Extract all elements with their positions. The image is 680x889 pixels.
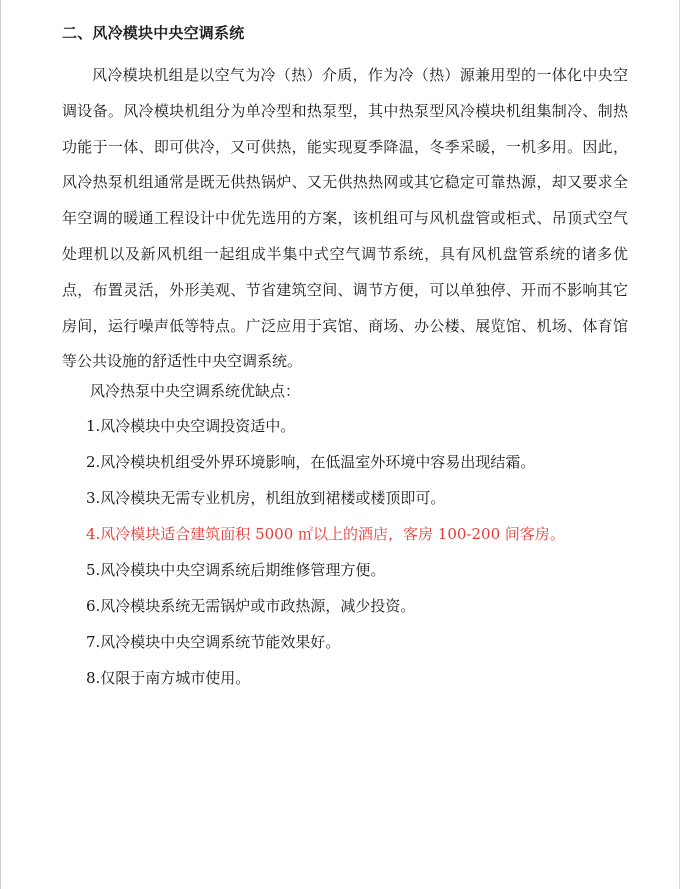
list-item: 3.风冷模块无需专业机房，机组放到裙楼或楼顶即可。 — [86, 489, 446, 507]
list-item: 1.风冷模块中央空调投资适中。 — [86, 417, 296, 435]
list-item: 7.风冷模块中央空调系统节能效果好。 — [86, 633, 341, 651]
section-heading: 二、风冷模块中央空调系统 — [62, 24, 245, 42]
list-item: 5.风冷模块中央空调系统后期维修管理方便。 — [86, 561, 386, 579]
page-left-edge — [0, 0, 1, 889]
list-item: 6.风冷模块系统无需锅炉或市政热源，减少投资。 — [86, 597, 416, 615]
list-item: 8.仅限于南方城市使用。 — [86, 669, 251, 687]
pros-cons-list — [86, 415, 565, 703]
pros-cons-subheading: 风冷热泵中央空调系统优缺点： — [90, 382, 301, 400]
list-item: 2.风冷模块机组受外界环境影响，在低温室外环境中容易出现结霜。 — [86, 453, 536, 471]
intro-paragraph: 风冷模块机组是以空气为冷（热）介质，作为冷（热）源兼用型的一体化中央空调设备。风冷模块机组分为单冷型和热泵型，其中热泵型风冷模块机组集制冷、制热功能于一体、即可供冷，又可供热，能实现夏季降温，冬季采暖，一机多用。因此，风冷热泵机组通常是既无供热锅炉、又无供热热网或其它稳定可靠热源，却又要求全年空调的暖通工程设计中优先选用的方案，该机组可与风机盘管或柜式、吊顶式空气处理机以及新风机组一起组成半集中式空气调节系统，具有风机盘管系统的诸多优点，布置灵活，外形美观、节省建筑空间、调节方便，可以单独停、开而不影响其它房间，运行噪声低等特点。广泛应用于宾馆、商场、办公楼、展览馆、机场、体育馆等公共设施的舒适性中央空调系统。 — [62, 66, 628, 371]
list-item-highlighted: 4.风冷模块适合建筑面积 5000 ㎡以上的酒店，客房 100-200 间客房。 — [86, 525, 565, 543]
